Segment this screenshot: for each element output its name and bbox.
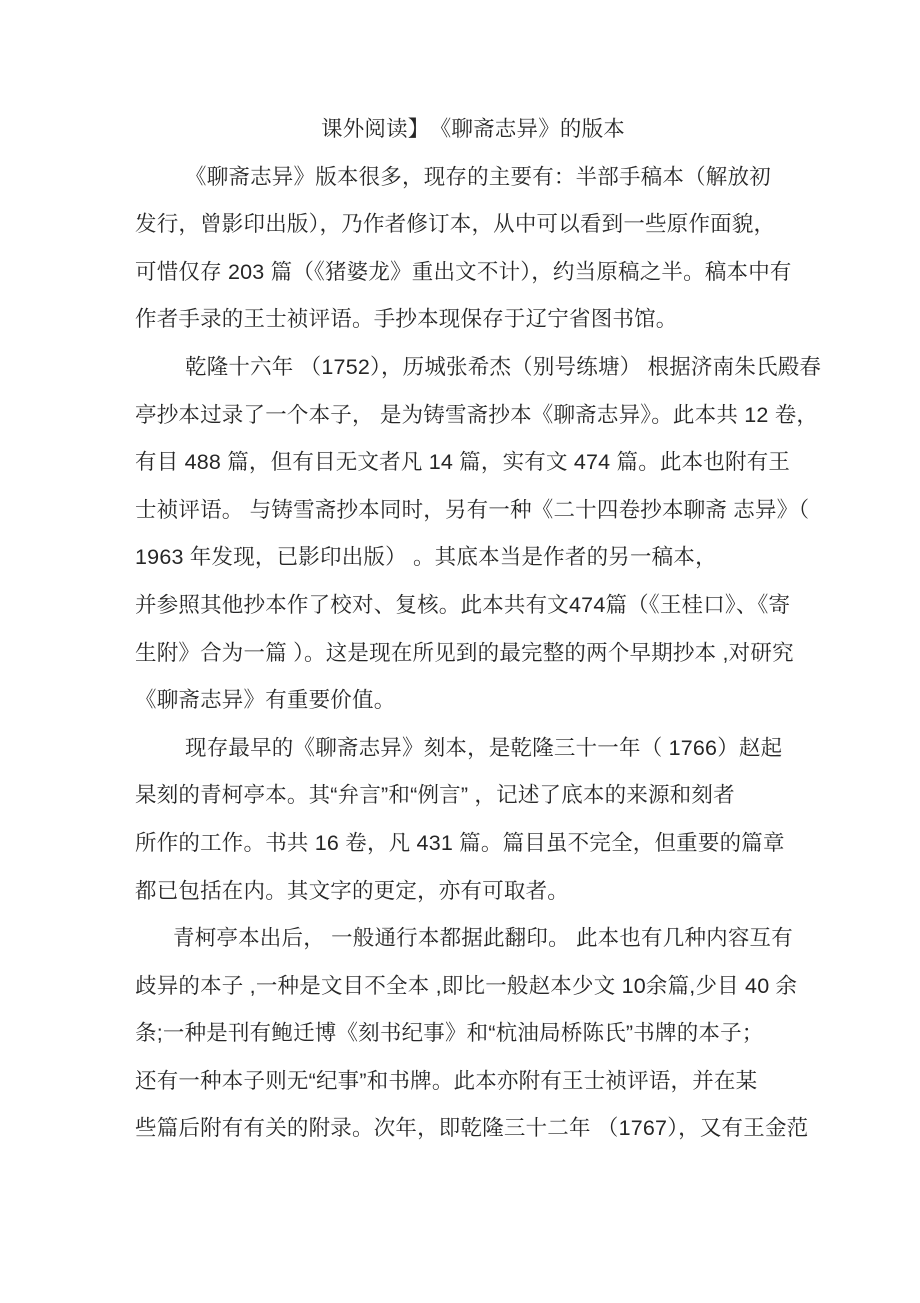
text-line: 所作的工作。书共 16 卷，凡 431 篇。篇目虽不完全，但重要的篇章 [135,830,785,855]
text-line: 都已包括在内。其文字的更定，亦有可取者。 [135,878,570,903]
text-line: 亭抄本过录了一个本子， 是为铸雪斋抄本《聊斋志异》。此本共 12 卷， [135,402,819,427]
text-line: 杲刻的青柯亭本。其“弁言”和“例言” ，记述了底本的来源和刻者 [135,783,735,808]
text-line: 可惜仅存 203 篇（《猪婆龙》重出文不计），约当原稿之半。稿本中有 [135,259,792,284]
text-line: 作者手录的王士祯评语。手抄本现保存于辽宁省图书馆。 [135,307,678,332]
text-line: 1963 年发现，已影印出版） 。其底本当是作者的另一稿本， [135,545,717,570]
text-line: 士祯评语。 与铸雪斋抄本同时，另有一种《二十四卷抄本聊斋 志异》（ [135,497,810,522]
text-line: 条;一种是刊有鲍迁博《刻书纪事》和“杭油局桥陈氏”书牌的本子； [135,1021,764,1046]
text-line: 些篇后附有有关的附录。次年，即乾隆三十二年 （1767），又有王金范 [135,1116,809,1141]
text-line: 现存最早的《聊斋志异》刻本，是乾隆三十一年（ 1766）赵起 [185,735,783,760]
text-line: 《聊斋志异》有重要价值。 [135,688,396,713]
text-line: 《聊斋志异》版本很多，现存的主要有：半部手稿本（解放初 [185,164,771,189]
text-line: 歧异的本子 ,一种是文目不全本 ,即比一般赵本少文 10余篇,少目 40 余 [135,973,798,998]
text-line: 青柯亭本出后， 一般通行本都据此翻印。 此本也有几种内容互有 [173,926,793,951]
page-title: 课外阅读】 《聊斋志异》的版本 [321,117,626,141]
text-line: 有目 488 篇，但有目无文者凡 14 篇，实有文 474 篇。此本也附有王 [135,450,791,475]
text-line: 还有一种本子则无“纪事”和书牌。此本亦附有王士祯评语，并在某 [135,1068,758,1093]
text-line: 并参照其他抄本作了校对、复核。此本共有文474篇（《王桂口》、《寄 [135,592,791,617]
text-line: 发行，曾影印出版），乃作者修订本，从中可以看到一些原作面貌， [135,212,776,237]
text-line: 生附》合为一篇 ）。这是现在所见到的最完整的两个早期抄本 ,对研究 [135,640,794,665]
text-line: 乾隆十六年 （1752），历城张希杰（别号练塘） 根据济南朱氏殿春 [185,354,822,379]
